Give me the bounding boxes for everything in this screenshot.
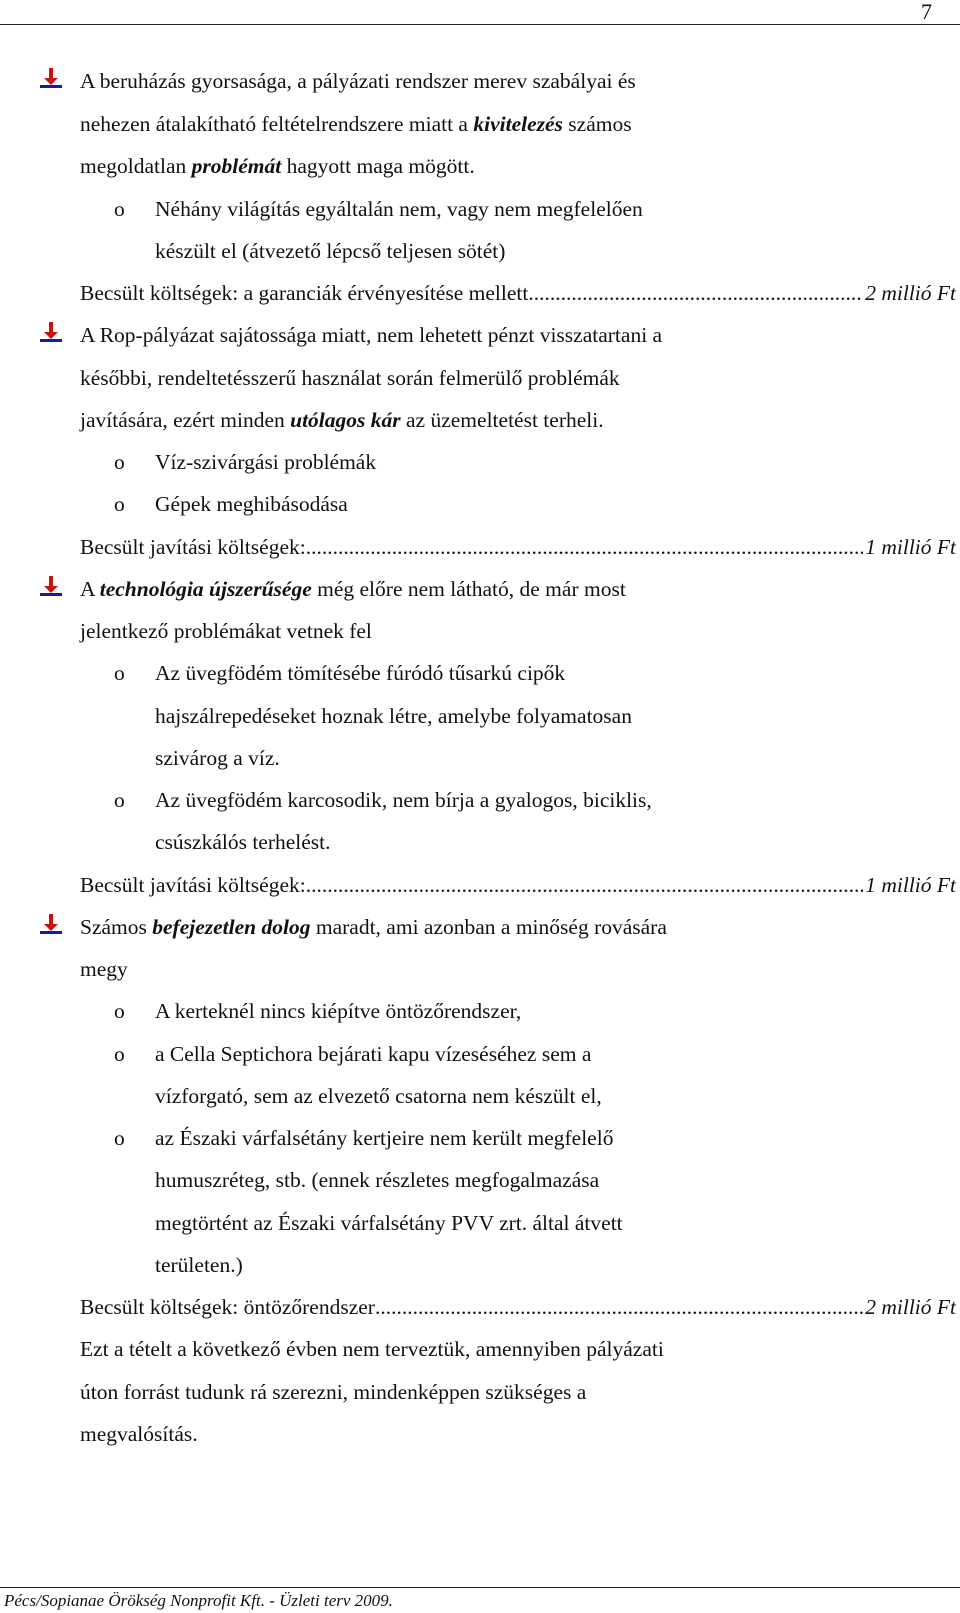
emphasis: befejezetlen dolog: [152, 915, 311, 939]
sub-item-line: megtörtént az Északi várfalsétány PVV zrt. által átvett: [155, 1211, 623, 1235]
paragraph-line: A Rop-pályázat sajátossága miatt, nem lehetett pénzt visszatartani a: [80, 323, 663, 347]
sub-item-line: szivárog a víz.: [155, 746, 280, 770]
cost-amount: 2 millió Ft: [865, 1295, 956, 1319]
leader-dots: [306, 534, 864, 560]
cost-amount: 1 millió Ft: [865, 535, 956, 559]
leader-dots: [375, 1294, 863, 1320]
sub-bullet-icon: o: [114, 492, 125, 516]
cost-line: [80, 1294, 956, 1320]
paragraph-line: megy: [80, 957, 128, 981]
paragraph-line: megvalósítás.: [80, 1422, 198, 1446]
cost-label: Becsült költségek: a garanciák érvényesítése mellett: [80, 281, 529, 305]
page-number: 7: [921, 0, 932, 24]
arrow-bullet-icon: [40, 576, 62, 598]
cost-label: Becsült költségek: öntözőrendszer: [80, 1295, 375, 1319]
paragraph-line: nehezen átalakítható feltételrendszere miatt a kivitelezés számos: [80, 112, 632, 136]
sub-item-line: a Cella Septichora bejárati kapu vízeséséhez sem a: [155, 1042, 592, 1066]
sub-item-line: hajszálrepedéseket hoznak létre, amelybe folyamatosan: [155, 704, 632, 728]
sub-item-line: Gépek meghibásodása: [155, 492, 348, 516]
footer-rule: [0, 1587, 960, 1588]
sub-item-line: Víz-szivárgási problémák: [155, 450, 377, 474]
paragraph-line: úton forrást tudunk rá szerezni, mindenképpen szükséges a: [80, 1380, 587, 1404]
emphasis: technológia újszerűsége: [99, 577, 312, 601]
leader-dots: [306, 872, 864, 898]
cost-label: Becsült javítási költségek:: [80, 535, 306, 559]
arrow-bullet-icon: [40, 914, 62, 936]
sub-item-line: vízforgató, sem az elvezető csatorna nem készült el,: [155, 1084, 602, 1108]
paragraph-line: A technológia újszerűsége még előre nem látható, de már most: [80, 577, 626, 601]
paragraph-line: Ezt a tételt a következő évben nem terveztük, amennyiben pályázati: [80, 1337, 664, 1361]
cost-line: [80, 534, 956, 560]
sub-item-line: A kerteknél nincs kiépítve öntözőrendszer,: [155, 999, 522, 1023]
sub-item-line: csúszkálós terhelést.: [155, 830, 331, 854]
emphasis: utólagos kár: [290, 408, 401, 432]
paragraph-line: Számos befejezetlen dolog maradt, ami azonban a minőség rovására: [80, 915, 667, 939]
emphasis: kivitelezés: [473, 112, 563, 136]
arrow-bullet-icon: [40, 68, 62, 90]
sub-item-line: Az üvegfödém karcosodik, nem bírja a gyalogos, biciklis,: [155, 788, 652, 812]
cost-amount: 1 millió Ft: [865, 873, 956, 897]
cost-line: [80, 280, 956, 306]
sub-item-line: területen.): [155, 1253, 243, 1277]
sub-item-line: Néhány világítás egyáltalán nem, vagy nem megfelelően: [155, 197, 643, 221]
emphasis: problémát: [191, 154, 282, 178]
cost-label: Becsült javítási költségek:: [80, 873, 306, 897]
cost-line: [80, 872, 956, 898]
paragraph-line: A beruházás gyorsasága, a pályázati rendszer merev szabályai és: [80, 69, 636, 93]
leader-dots: [528, 280, 863, 306]
arrow-bullet-icon: [40, 322, 62, 344]
sub-item-line: készült el (átvezető lépcső teljesen sötét): [155, 239, 506, 263]
sub-item-line: Az üvegfödém tömítésébe fúródó tűsarkú cipők: [155, 661, 566, 685]
sub-item-line: humuszréteg, stb. (ennek részletes megfogalmazása: [155, 1168, 600, 1192]
header-rule: [0, 24, 960, 25]
paragraph-line: későbbi, rendeltetésszerű használat során felmerülő problémák: [80, 366, 620, 390]
sub-bullet-icon: o: [114, 450, 125, 474]
sub-bullet-icon: o: [114, 788, 125, 812]
sub-bullet-icon: o: [114, 999, 125, 1023]
sub-bullet-icon: o: [114, 1126, 125, 1150]
page-footer: Pécs/Sopianae Örökség Nonprofit Kft. - Üzleti terv 2009.: [4, 1591, 393, 1610]
paragraph-line: megoldatlan problémát hagyott maga mögött.: [80, 154, 475, 178]
sub-bullet-icon: o: [114, 197, 125, 221]
cost-amount: 2 millió Ft: [865, 281, 956, 305]
paragraph-line: javítására, ezért minden utólagos kár az üzemeltetést terheli.: [80, 408, 604, 432]
sub-bullet-icon: o: [114, 1042, 125, 1066]
paragraph-line: jelentkező problémákat vetnek fel: [80, 619, 372, 643]
sub-bullet-icon: o: [114, 661, 125, 685]
sub-item-line: az Északi várfalsétány kertjeire nem került megfelelő: [155, 1126, 614, 1150]
